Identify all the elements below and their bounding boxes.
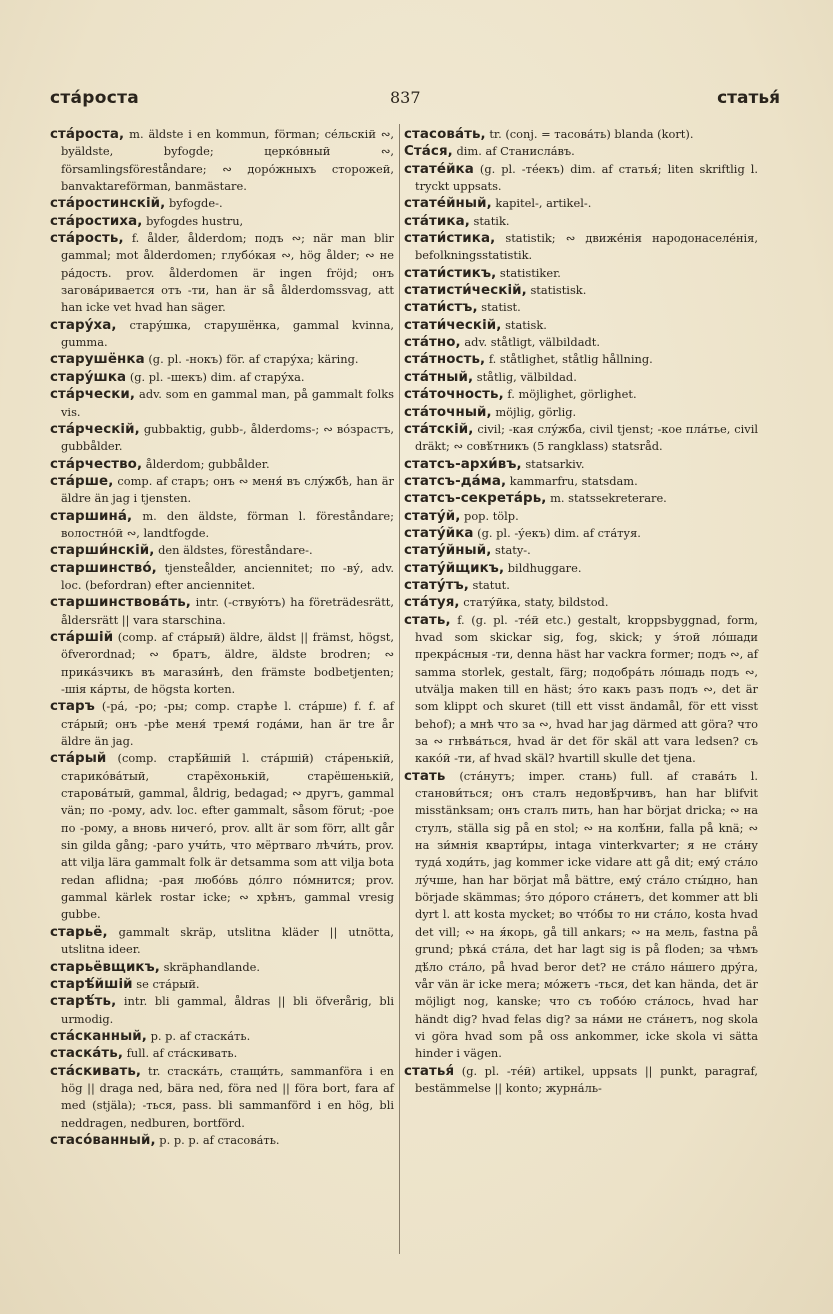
entry-headword: ста́тика, xyxy=(404,213,470,229)
entry-definition: f. ståtlighet, ståtlig hållning. xyxy=(485,352,653,367)
entry-definition: f. (g. pl. -тéй etc.) gestalt, kroppsbyggnad, form, hvad som skickar sig, fog, skick; у э́той ло́шади прекра́сныя -ти, denna häst har vackra former; подъ ∾, af samma storlek, gestalt, färg; подобра́ть ло́шадь подъ ∾, utvälja maken till en häst; э́то какъ разъ подъ ∾, det är som klippt och skuret (till ett visst ändamål, för ett visst behof); а мнѣ что за ∾, hvad har jag därmed att göra? что за ∾ гнѣва́ться, hvad är det för skäl att vara ledsen? съ како́й -ти, af hvad skäl? hvartill skulle det tjena. xyxy=(415,612,758,766)
dictionary-entry xyxy=(50,230,394,317)
dictionary-entry xyxy=(50,386,394,421)
dictionary-entry xyxy=(50,698,394,750)
entry-headword: стаска́ть, xyxy=(50,1046,124,1062)
dictionary-entry xyxy=(50,369,394,386)
dictionary-entry xyxy=(50,213,394,230)
entry-headword: ста́тный, xyxy=(404,369,474,385)
entry-headword: старьё, xyxy=(50,924,108,940)
dictionary-entry xyxy=(404,230,758,265)
entry-headword: стату́й, xyxy=(404,508,461,524)
dictionary-entry xyxy=(404,369,758,386)
dictionary-entry xyxy=(50,456,394,473)
entry-headword: стати́стъ, xyxy=(404,300,478,316)
dictionary-entry xyxy=(404,594,758,611)
entry-headword: ста́ростинскій, xyxy=(50,196,166,212)
dictionary-entry xyxy=(404,577,758,594)
dictionary-entry xyxy=(50,924,394,959)
dictionary-entry xyxy=(50,1132,394,1149)
dictionary-entry xyxy=(50,1045,394,1062)
dictionary-entry xyxy=(404,404,758,421)
dictionary-entry xyxy=(404,456,758,473)
entry-headword: стату́тъ, xyxy=(404,577,469,593)
entry-definition: adv. som en gammal man, på gammalt folks vis. xyxy=(61,387,394,419)
entry-definition: стару́шка, старушёнка, gammal kvinna, gumma. xyxy=(61,317,394,350)
entry-headword: ста́тскій, xyxy=(404,421,474,437)
entry-definition: intr. bli gammal, åldras || bli öfverårig, bli urmodig. xyxy=(61,994,394,1026)
entry-definition: statistik; ∾ движе́нія народонаселе́нія, befolkningsstatistik. xyxy=(415,231,758,263)
entry-definition: kammarfru, statsdam. xyxy=(506,473,638,488)
entry-headword: ста́сканный, xyxy=(50,1028,147,1044)
entry-headword: статья́ xyxy=(404,1063,455,1079)
entry-headword: стати́стика, xyxy=(404,231,496,247)
entry-definition: bildhuggare. xyxy=(504,560,582,575)
dictionary-entry xyxy=(404,490,758,507)
entry-headword: ста́ршій xyxy=(50,629,114,645)
dictionary-entry xyxy=(404,195,758,212)
entry-headword: ста́рость, xyxy=(50,231,124,247)
entry-headword: стасо́ванный, xyxy=(50,1132,156,1148)
dictionary-entry xyxy=(404,508,758,525)
entry-definition: intr. (-ствую́тъ) ha företrädesrätt, åldersrätt || vara starschina. xyxy=(61,595,394,627)
entry-definition: ståtlig, välbildad. xyxy=(473,369,577,384)
entry-definition: m. äldste i en kommun, förman; се́льскій ∾, byäldste, byfogde; церко́вный ∾, församlingsföreståndare; ∾ доро́жныхъ сторожей, banvaktareförman, banmästare. xyxy=(61,127,394,194)
entry-definition: statisk. xyxy=(501,317,547,332)
dictionary-entry xyxy=(50,629,394,698)
dictionary-entry xyxy=(50,195,394,212)
entry-headword: стати́ческій, xyxy=(404,317,502,333)
dictionary-entry xyxy=(50,473,394,508)
entry-headword: стать xyxy=(404,768,446,784)
header-left-guide-word: ста́роста xyxy=(50,88,140,108)
entry-definition: m. statssekreterare. xyxy=(546,491,667,506)
entry-definition: p. p. p. af стасова́ть. xyxy=(155,1132,280,1147)
entry-headword: статисти́ческій, xyxy=(404,283,527,299)
entry-headword: старѣ́йшій xyxy=(50,976,133,992)
entry-definition: statut. xyxy=(468,577,510,592)
entry-definition: dim. af Станисла́въ. xyxy=(452,144,575,159)
entry-headword: старѣ́ть, xyxy=(50,994,117,1010)
dictionary-entry xyxy=(50,594,394,629)
dictionary-entry xyxy=(404,334,758,351)
entry-headword: стати́стикъ, xyxy=(404,265,497,281)
dictionary-entry xyxy=(50,959,394,976)
entry-definition: (comp. af ста́рый) äldre, äldst || främst, högst, öfverordnad; ∾ братъ, äldre, äldste brodren; ∾ прика́зчикъ въ магази́нѣ, den främste bodbetjenten; -шія ка́рты, de högsta korten. xyxy=(61,629,394,696)
entry-headword: ста́роста, xyxy=(50,127,125,142)
dictionary-entry xyxy=(50,317,394,352)
entry-definition: (g. pl. -тéй) artikel, uppsats || punkt, paragraf, bestämmelse || konto; журна́ль- xyxy=(415,1063,758,1095)
dictionary-entry xyxy=(50,508,394,543)
entry-definition: tjensteålder, anciennitet; по -ву́, adv. loc. (befordran) efter anciennitet. xyxy=(61,560,394,592)
entry-headword: стату́йка xyxy=(404,525,474,541)
entry-definition: m. den äldste, förman l. föreståndare; волостно́й ∾, landtfogde. xyxy=(61,508,394,540)
entry-definition: skräphandlande. xyxy=(159,959,261,974)
entry-definition: kapitel-, artikel-. xyxy=(491,196,592,211)
entry-definition: (ста́нутъ; imper. стань) full. af става́ть l. станови́ться; онъ сталъ недовѣ́рчивъ, han har blifvit misstänksam; онъ сталъ пить, han har börjat dricka; ∾ на стулъ, ställa sig på en stol; ∾ на колѣ́ни, falla på knä; ∾ на зи́мнія кварти́ры, intaga vinterkvarter; я не ста́ну туда́ ходи́ть, jag kommer icke vidare att gå dit; ему́ ста́ло лу́чше, han har börjat må bättre, ему́ ста́ло сты́дно, han började skämmas; э́то до́рого ста́нетъ, det kommer att bli dyrt l. att kosta mycket; во что́бы то ни ста́ло, kosta hvad det vill; ∾ на я́корь, gå till ankars; ∾ на мель, fastna på grund; рѣка́ ста́ла, det har lagt sig is på floden; за чѣмъ дѣ́ло ста́ло, på hvad beror det? не ста́ло на́шего дру́га, vår vän är icke mera; мо́жетъ -ться, det kan hända, det är möjligt nog, kanske; что съ тобо́ю ста́лось, hvad har händt dig? hvad felas dig? за на́ми не ста́нетъ, nog skola vi göra hvad som på oss ankommer, icke skola vi sätta hinder i vägen. xyxy=(415,768,758,1061)
entry-headword: ста́туя, xyxy=(404,595,460,611)
entry-headword: ста́скивать, xyxy=(50,1063,142,1079)
entry-definition: (g. pl. -у́екъ) dim. af ста́туя. xyxy=(473,525,641,540)
entry-definition: pop. tölp. xyxy=(460,508,519,523)
entry-headword: стать, xyxy=(404,612,451,628)
entry-headword: старшинство́, xyxy=(50,560,157,576)
entry-headword: стасова́ть, xyxy=(404,127,486,142)
entry-headword: ста́точный, xyxy=(404,404,492,420)
dictionary-entry xyxy=(50,351,394,368)
entry-definition: p. p. af стаска́ть. xyxy=(146,1028,251,1043)
entry-definition: comp. af старъ; онъ ∾ меня́ въ слу́жбѣ, han är äldre än jag i tjensten. xyxy=(61,473,394,506)
dictionary-entry xyxy=(50,542,394,559)
entry-headword: ста́рчество, xyxy=(50,456,143,472)
entry-headword: ста́рше, xyxy=(50,473,114,489)
entry-headword: старшина́, xyxy=(50,508,133,524)
entry-definition: se ста́рый. xyxy=(132,976,200,991)
entry-headword: стару́шка xyxy=(50,369,127,385)
entry-definition: full. af ста́скивать. xyxy=(123,1046,238,1061)
header-right-guide-word: статья́ xyxy=(717,88,780,108)
entry-definition: den äldstes, föreståndare-. xyxy=(154,543,313,558)
dictionary-entry xyxy=(50,750,394,923)
dictionary-entry xyxy=(50,993,394,1028)
page-header xyxy=(50,88,780,114)
entry-definition: statsarkiv. xyxy=(521,456,585,471)
entry-headword: старьёвщикъ, xyxy=(50,959,160,975)
dictionary-entry xyxy=(404,473,758,490)
entry-headword: старшинствова́ть, xyxy=(50,595,191,611)
dictionary-entry xyxy=(404,213,758,230)
entry-definition: civil; -кая слу́жба, civil tjenst; -кое пла́тье, civil dräkt; ∾ совѣ́тникъ (5 rangklass) statsråd. xyxy=(415,421,758,454)
entry-headword: статсъ-архи́въ, xyxy=(404,456,522,472)
entry-definition: tr. стаска́ть, стащи́ть, sammanföra i en hög || draga ned, bära ned, föra ned || föra bort, fara af med (stjäla); -ться, pass. bli sammanförd i en hög, bli neddragen, nedburen, bortförd. xyxy=(61,1063,394,1130)
entry-definition: statistiker. xyxy=(496,265,561,280)
entry-headword: старъ xyxy=(50,699,95,715)
entry-definition: tr. (conj. = тасова́ть) blanda (kort). xyxy=(485,127,694,141)
entry-definition: gammalt skräp, utslitna kläder || utnötta, utslitna ideer. xyxy=(61,924,394,957)
entry-definition: adv. ståtligt, välbildadt. xyxy=(460,335,600,350)
dictionary-entry xyxy=(404,161,758,196)
dictionary-entry xyxy=(404,143,758,160)
entry-headword: старушёнка xyxy=(50,352,145,368)
dictionary-entry xyxy=(50,421,394,456)
entry-definition: стату́йка, staty, bildstod. xyxy=(459,595,609,610)
dictionary-entry xyxy=(404,386,758,403)
entry-headword: статсъ-секрета́рь, xyxy=(404,491,547,507)
entry-definition: f. ålder, ålderdom; подъ ∾; när man blir gammal; mot ålderdomen; глубо́кая ∾, hög ålder; ∾ не ра́дость. prov. ålderdomen är ingen fröjd; онъ загова́ривается отъ -ти, han är så ålderdomssvag, att han icke vet hvad han säger. xyxy=(61,231,394,315)
entry-headword: стату́йщикъ, xyxy=(404,560,505,576)
entry-headword: старши́нскій, xyxy=(50,543,155,559)
dictionary-entry xyxy=(404,542,758,559)
entry-definition: statist. xyxy=(477,300,521,315)
entry-definition: (g. pl. -шекъ) dim. af стару́ха. xyxy=(126,369,305,384)
dictionary-entry xyxy=(404,1063,758,1098)
dictionary-entry xyxy=(50,976,394,993)
dictionary-entry xyxy=(404,612,758,768)
entry-definition: (comp. старѣ́йшій l. ста́ршій) ста́ренькій, старико́ва́тый, старёхонькій, старёшенькій, старова́тый, gammal, åldrig, bedagad; ∾ другъ, gammal vän; по -рому, adv. loc. efter gammalt, såsom förut; -рое по -рому, а вновь ничего́, prov. allt är som förr, allt går sin gilda gång; -раго учи́ть, что мёртваго лѣчи́ть, prov. att vilja lära gammalt folk är detsamma som att vilja bota redan aflidna; -рая любо́вь до́лго по́мнится; prov. gammal kärlek rostar icke; ∾ хрѣнъ, gammal vresig gubbe. xyxy=(61,751,394,922)
column-divider xyxy=(399,124,400,1254)
entry-definition: (g. pl. -нокъ) för. af стару́ха; käring. xyxy=(144,352,359,367)
entry-headword: ста́точность, xyxy=(404,387,504,403)
dictionary-entry xyxy=(404,421,758,456)
left-column xyxy=(50,126,394,1149)
entry-headword: ста́тность, xyxy=(404,352,486,368)
dictionary-entry xyxy=(50,126,394,195)
entry-definition: (-ра́, -ро; -ры; comp. старѣе l. ста́рше) f. f. af ста́рый; онъ -рѣе меня́ тремя́ года́ми, han är tre år äldre än jag. xyxy=(61,699,394,749)
entry-headword: ста́ростиха, xyxy=(50,213,143,229)
dictionary-entry xyxy=(404,126,758,143)
entry-definition: (g. pl. -тéекъ) dim. af статья́; liten skriftlig l. tryckt uppsats. xyxy=(415,161,758,194)
entry-definition: gubbaktig, gubb-, ålderdoms-; ∾ во́зрастъ, gubbålder. xyxy=(61,421,394,454)
entry-definition: f. möjlighet, görlighet. xyxy=(503,387,637,402)
dictionary-entry xyxy=(404,525,758,542)
entry-definition: möjlig, görlig. xyxy=(491,404,577,419)
entry-definition: ålderdom; gubbålder. xyxy=(142,456,270,471)
entry-headword: ста́рчески, xyxy=(50,387,136,403)
dictionary-entry xyxy=(404,282,758,299)
page-number: 837 xyxy=(390,88,421,107)
right-column xyxy=(404,126,758,1097)
dictionary-entry xyxy=(404,768,758,1063)
dictionary-entry xyxy=(404,560,758,577)
entry-headword: статéйка xyxy=(404,161,474,177)
entry-headword: ста́рый xyxy=(50,751,107,767)
entry-definition: byfogde-. xyxy=(165,196,223,211)
dictionary-entry xyxy=(404,351,758,368)
entry-headword: статсъ-да́ма, xyxy=(404,473,507,489)
entry-headword: статéйный, xyxy=(404,196,492,212)
dictionary-entry xyxy=(50,560,394,595)
entry-headword: стату́йный, xyxy=(404,543,492,559)
entry-definition: byfogdes hustru, xyxy=(142,213,244,228)
entry-headword: ста́рческій, xyxy=(50,421,140,437)
entry-headword: ста́тно, xyxy=(404,335,461,351)
dictionary-entry xyxy=(404,317,758,334)
entry-definition: statik. xyxy=(469,213,510,228)
entry-definition: statistisk. xyxy=(526,283,587,298)
dictionary-entry xyxy=(404,299,758,316)
entry-definition: staty-. xyxy=(491,543,531,558)
entry-headword: стару́ха, xyxy=(50,317,117,333)
dictionary-entry xyxy=(50,1028,394,1045)
dictionary-entry xyxy=(50,1063,394,1132)
dictionary-entry xyxy=(404,265,758,282)
entry-headword: Ста́ся, xyxy=(404,144,453,160)
